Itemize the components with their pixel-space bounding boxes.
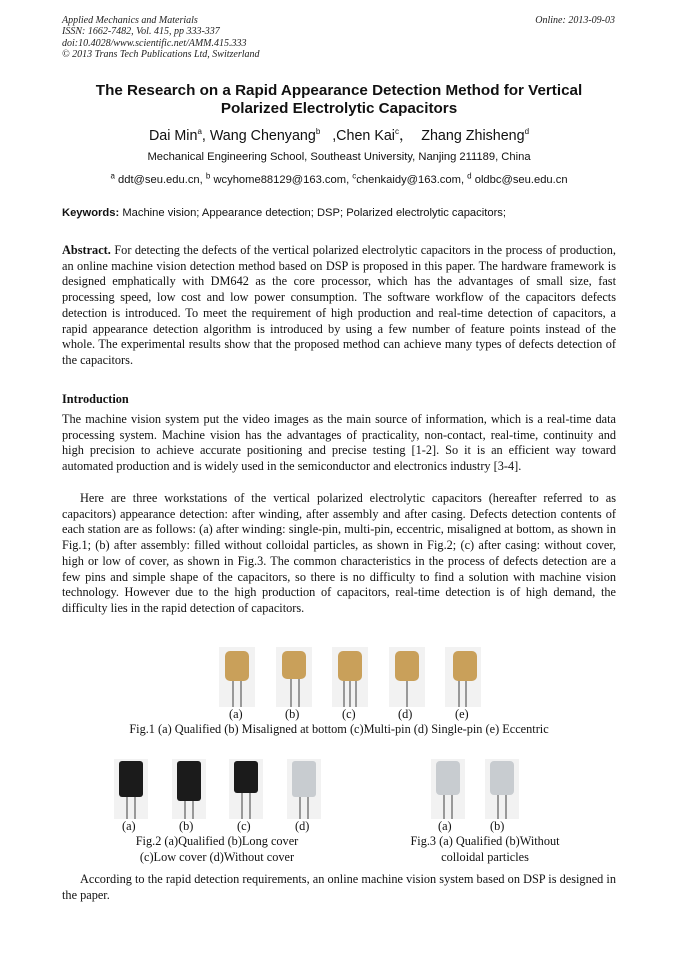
section-heading-introduction: Introduction [62,392,129,406]
abstract [62,243,616,369]
author: Chen Kai$^c$， [336,127,422,144]
fig2-photo-c [229,759,263,819]
fig2-label-c: (c) [237,819,251,833]
keywords-label: Keywords: [62,207,120,219]
fig1-photo-e [445,647,481,707]
paper-title [62,82,616,118]
author: Wang Chenyang$^b$ , [209,127,337,144]
author: Zhang Zhisheng$^d$ [421,127,530,144]
fig1-photo-b [276,647,312,707]
email-link[interactable]: oldbc@seu.edu.cn [474,174,568,186]
fig2-photo-b [172,759,206,819]
keywords [62,207,616,219]
fig1-photo-a [219,647,255,707]
fig2-photo-d [287,759,321,819]
journal-header [62,15,260,61]
fig1-label-b: (b) [285,707,300,721]
fig1-caption: Fig.1 (a) Qualified (b) Misaligned at bottom (c)Multi-pin (d) Single-pin (e) Eccentric [129,722,549,736]
intro-paragraph-3: According to the rapid detection requirements, an online machine vision system based on DSP is designed in the paper. [62,872,616,902]
title-line-2: Polarized Electrolytic Capacitors [220,100,458,117]
email-link[interactable]: chenkaidy@163.com, [356,174,468,186]
fig1-photo-c [332,647,368,707]
keywords-text: Machine vision; Appearance detection; DSP; Polarized electrolytic capacitors; [122,207,506,219]
abstract-text: For detecting the defects of the vertical polarized electrolytic capacitors in the process of production, an online machine vision detection method based on DSP is proposed in this paper. The hardware framework is designed emphatically with DM642 as the core processor, which has the advantages of small size, fast processing speed, low cost and low power consumption. The software workflow of the capacitors defects detection is introduced. To meet the requirement of high production and real-time detection of capacitors, a rapid appearance detection algorithm is introduced by using a few number of feature points instead of the whole. The experimental results show that the proposed method can achieve many types of defects detection of the capacitors. [62,243,617,367]
fig1-photo-d [389,647,425,707]
fig3-photo-b [485,759,519,819]
title-line-1: The Research on a Rapid Appearance Detection Method for Vertical [95,82,583,99]
email-link[interactable]: ddt@seu.edu.cn, [118,174,206,186]
email-link[interactable]: wcyhome88129@163.com, [213,174,353,186]
intro-paragraph-2: Here are three workstations of the vertical polarized electrolytic capacitors (hereafter referred to as capacitors) appearance detection: after winding, after assembly and after casing. Defects detection contents of each station are as follows: (a) after winding: single-pin, multi-pin, eccentric, misaligned at bottom, as shown in Fig.1; (b) after assembly: filled without colloidal particles, as shown in Fig.2; (c) after casing: without cover, high or low of cover, as shown in Fig.3. The common characteristics in the process of defects detection are a few pins and simple shape of the capacitors, so there is no difficulty to find a solution with machine vision technology. However due to the high production of capacitors, real-time detection is of high demand, the difficulty lies in the rapid detection of capacitors. [62,491,616,615]
fig1-label-d: (d) [398,707,413,721]
fig1-label-c: (c) [342,707,356,721]
author: Dai Min$^a$, [148,127,210,144]
fig2-caption: Fig.2 (a)Qualified (b)Long cover (c)Low cover (d)Without cover [135,834,299,864]
fig2-label-d: (d) [295,819,310,833]
fig1-label-e: (e) [455,707,469,721]
fig3-label-b: (b) [490,819,505,833]
fig3-label-a: (a) [438,819,452,833]
fig3-photo-a [431,759,465,819]
journal-name: Applied Mechanics and Materials [62,15,198,26]
fig1-label-a: (a) [229,707,243,721]
issn: ISSN: 1662-7482, Vol. 415, pp 333-337 [62,26,220,38]
author-list [62,125,616,145]
email-list: $^a$ ddt@seu.edu.cn, $^b$ wcyhome88129@163.com, $^c$chenkaidy@163.com, $^d$ oldbc@seu.edu.cn [110,171,568,186]
intro-paragraph-1: The machine vision system put the video images as the main source of information, which is a real-time data processing system. Machine vision has the advantages of practicality, non-contact, real-time, continuity and high precision to achieve accurate positioning and precise testing [1-2]. So it is an efficient way toward automated production and is widely used in the semiconductor and electronics industry [3-4]. [62,412,616,474]
fig2-label-b: (b) [179,819,194,833]
fig3-caption: Fig.3 (a) Qualified (b)Without colloidal particles [410,834,560,864]
doi: doi:10.4028/www.scientific.net/AMM.415.333 [62,37,247,49]
affiliation: Mechanical Engineering School, Southeast University, Nanjing 211189, China [147,151,531,163]
copyright: © 2013 Trans Tech Publications Ltd, Switzerland [62,49,260,61]
fig2-label-a: (a) [122,819,136,833]
abstract-label: Abstract. [62,243,111,257]
online-date: Online: 2013-09-03 [535,15,615,26]
fig2-photo-a [114,759,148,819]
